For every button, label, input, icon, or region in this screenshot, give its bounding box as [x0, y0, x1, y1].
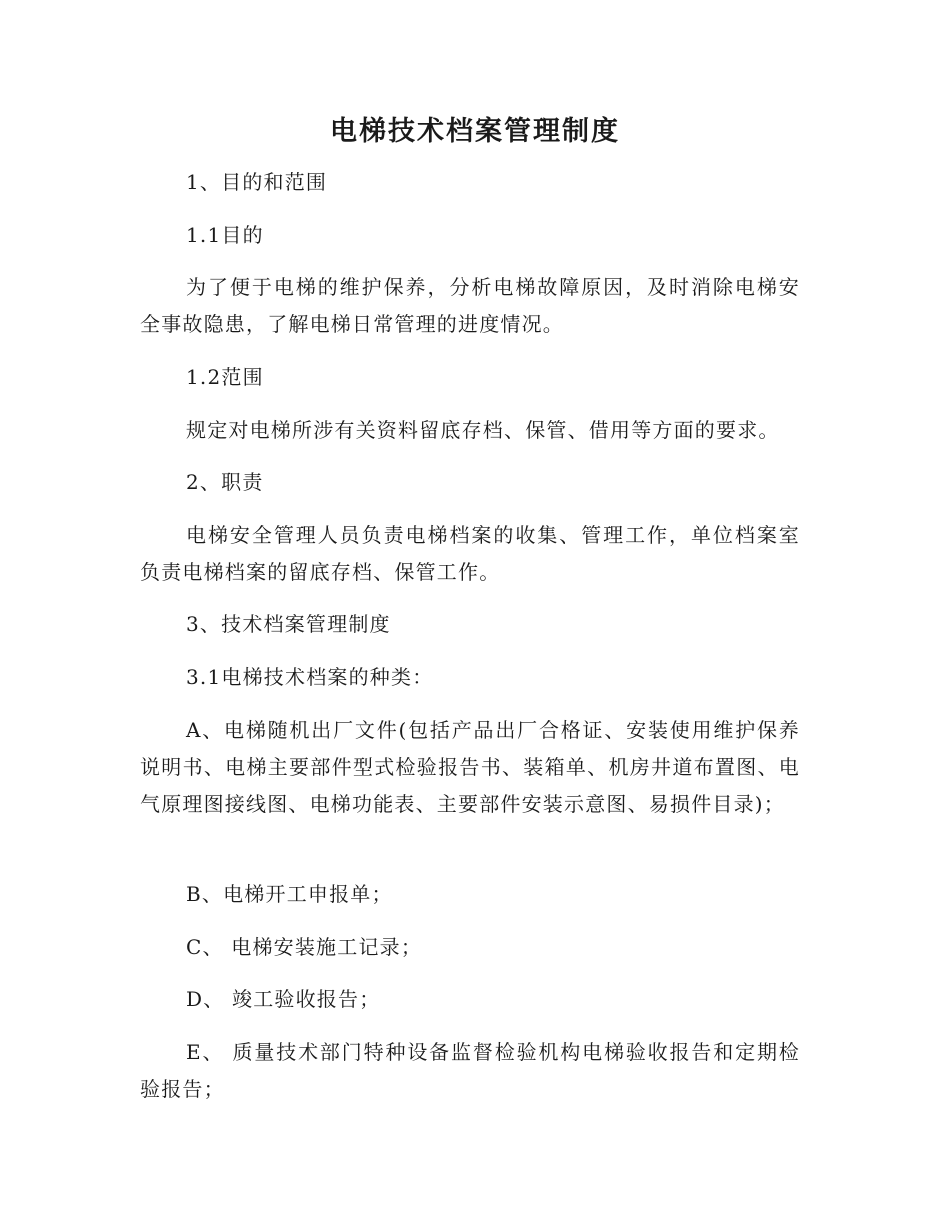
paragraph-duties: 电梯安全管理人员负责电梯档案的收集、管理工作，单位档案室负责电梯档案的留底存档、保管工作。: [140, 523, 800, 584]
heading-scope: 1.2范围: [186, 365, 264, 389]
list-item-d: D、 竣工验收报告；: [186, 987, 381, 1011]
heading-purpose: 1.1目的: [186, 223, 264, 247]
list-item-a: A、电梯随机出厂文件(包括产品出厂合格证、安装使用维护保养说明书、电梯主要部件型式检验报告书、装箱单、机房井道布置图、电气原理图接线图、电梯功能表、主要部件安装示意图、易损件目录)；: [140, 718, 800, 816]
document-title: 电梯技术档案管理制度: [330, 116, 620, 147]
list-item-c: C、 电梯安装施工记录；: [186, 935, 423, 959]
paragraph-scope: 规定对电梯所涉有关资料留底存档、保管、借用等方面的要求。: [186, 418, 780, 442]
heading-duties: 2、职责: [186, 470, 264, 494]
heading-purpose-scope: 1、目的和范围: [186, 170, 328, 194]
heading-archive-system: 3、技术档案管理制度: [186, 612, 391, 636]
heading-archive-types: 3.1电梯技术档案的种类：: [186, 665, 434, 689]
list-item-e: E、 质量技术部门特种设备监督检验机构电梯验收报告和定期检验报告；: [140, 1040, 800, 1101]
paragraph-purpose: 为了便于电梯的维护保养，分析电梯故障原因，及时消除电梯安全事故隐患，了解电梯日常管理的进度情况。: [140, 275, 800, 336]
list-item-b: B、电梯开工申报单；: [186, 882, 393, 906]
